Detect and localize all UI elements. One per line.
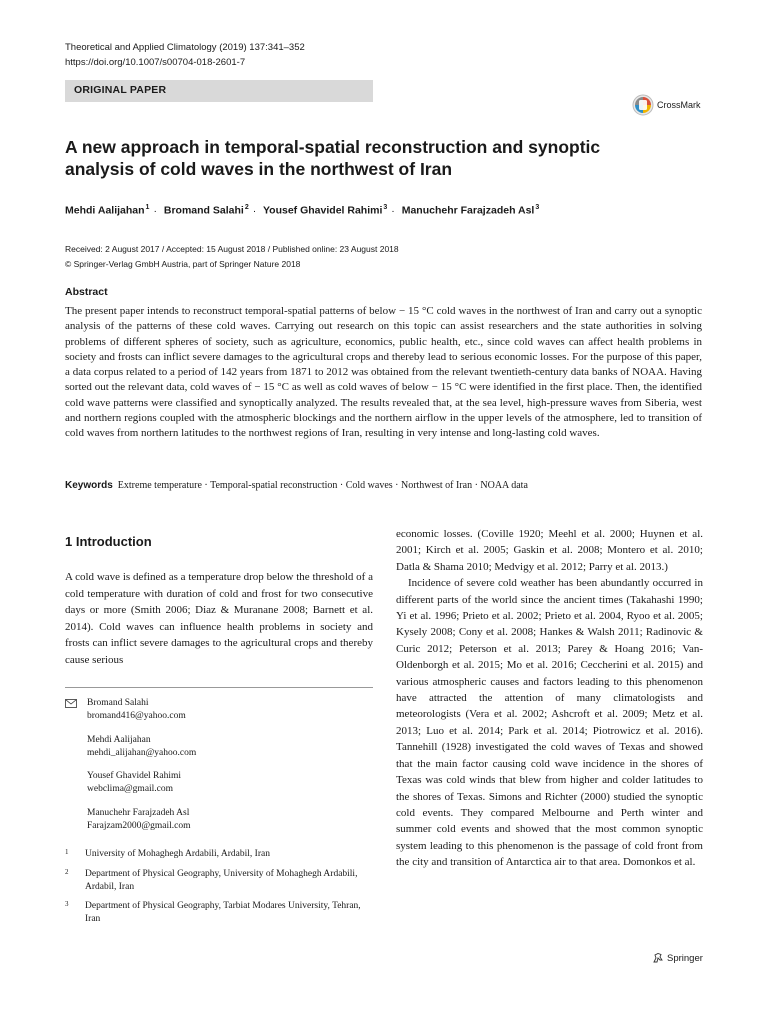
- author-affil-ref: 2: [244, 204, 249, 211]
- article-type-label: ORIGINAL PAPER: [74, 84, 167, 96]
- abstract-text: The present paper intends to reconstruct temporal-spatial patterns of below − 15 °C cold waves in the northwest of Iran and carry out a synoptic analysis of the patterns of these cold waves. Carrying out research on this topic can assist researchers and the state authorities in solving problems of different spheres of society, such as agriculture, economics, public health, etc., since cold waves can affect health problems in society and frosts can inflict severe damages to the agricultural crops and thereby lead to serious economic losses. For the purpose of this paper, a data corpus related to a period of 142 years from 1871 to 2012 was obtained from the relevant twentieth-century data banks of NOAA. Having sorted out the relevant data, cold waves of − 15 °C as well as cold waves of below − 15 °C were identified in the first place. Then, the identified cold wave patterns were classified and synoptically analyzed. The results revealed that, at the sea level, high-pressure waves from Siberia, west and northern regions coupled with the atmospheric blockings and the northern airflow in the upper levels of the atmosphere, led to transition of cold waves from northern latitudes to the northwest regions of Iran, resulting in very intense and long-lasting cold waves.: [65, 305, 702, 440]
- author-affil-ref: 3: [535, 204, 540, 211]
- paper-title: A new approach in temporal-spatial reconstruction and synoptic analysis of cold waves in the northwest of Iran: [65, 137, 601, 179]
- abstract-heading: Abstract: [65, 286, 108, 298]
- affiliation-text: University of Mohaghegh Ardabili, Ardabil, Iran: [85, 849, 270, 859]
- contact-list: [65, 697, 196, 843]
- publisher-name: Springer: [667, 952, 703, 964]
- contact-email[interactable]: mehdi_alijahan@yahoo.com: [87, 747, 197, 758]
- keywords-label: Keywords: [65, 480, 113, 491]
- doi-link[interactable]: https://doi.org/10.1007/s00704-018-2601-7: [65, 57, 246, 68]
- contact-entry: [65, 734, 196, 761]
- contact-email[interactable]: webclima@gmail.com: [87, 784, 174, 795]
- author-separator: ·: [391, 204, 395, 217]
- affiliation-entry: [65, 848, 365, 861]
- contact-entry: [65, 697, 196, 724]
- body-paragraph: Incidence of severe cold weather has been abundantly occurred in different parts of the world since the ancient times (Takahashi 1990; Yi et al. 1996; Prieto et al. 2002; Prieto et al. 2004, Ryoo et al. 2005; Kysely 2008; Cony et al. 2008; Hankes & Walsh 2011; Radinovic & Curic 2012; Peterson et al. 2013; Parey & Hoang 2016; Van-Oldenborgh et al. 2015; Mo et al. 2016; Ceccherini et al. 2015) and various atmospheric causes and factors leading to this phenomenon have attracted the attention of many climatologists and meteorologists (Vera et al. 2002; Ashcroft et al. 2009; Metz et al. 2013; Luo et al. 2014; Park et al. 2014; Piotrowicz et al. 2016). Tannehill (1928) investigated the cold waves of Texas and showed that the main factor causing cold wave incidence in the shores of Texas was cold winds that blew from higher and colder latitudes to the shores of Texas. Simons and Richter (2000) studied the synoptic cold events. They compared Melbourne and Perth winter and summer cold events and showed that the most common synoptic system leading to this phenomenon is the passage of cold front from the city and transition of Antarctica air to that area. Domonkos et al.: [396, 577, 703, 869]
- author-separator: ·: [252, 204, 257, 217]
- affiliation-entry: [65, 868, 365, 895]
- springer-horse-icon: [652, 952, 664, 964]
- author-affil-ref: 1: [145, 204, 150, 211]
- received-dates: Received: 2 August 2017 / Accepted: 15 August 2018 / Published online: 23 August 2018: [65, 244, 399, 254]
- footnote-divider: [65, 687, 373, 688]
- journal-citation: Theoretical and Applied Climatology (2019) 137:341–352: [65, 42, 305, 53]
- author-affil-ref: 3: [383, 204, 388, 211]
- author-name: Bromand Salahi: [163, 204, 244, 217]
- affiliation-number: 3: [65, 900, 69, 908]
- contact-name: Manuchehr Farajzadeh Asl: [87, 807, 190, 818]
- crossmark-badge[interactable]: [632, 94, 701, 116]
- crossmark-label: CrossMark: [657, 100, 701, 110]
- affiliation-number: 2: [65, 868, 69, 876]
- intro-paragraph: A cold wave is defined as a temperature drop below the threshold of a cold temperature with duration of cold and frost for two consecutive days or more (Smith 2006; Diaz & Muranane 2008; Barnett et al. 2014). Cold waves can influence health problems in society and frosts can inflict severe damages to the agricultural crops and thereby cause serious: [65, 571, 373, 666]
- keywords-text: Extreme temperature · Temporal-spatial reconstruction · Cold waves · Northwest of Iran · NOAA data: [117, 480, 528, 491]
- journal-info: [65, 40, 305, 70]
- keywords: [65, 480, 528, 491]
- author-list: [65, 204, 539, 217]
- publication-dates: [65, 242, 399, 272]
- affiliation-text: Department of Physical Geography, University of Mohaghegh Ardabili, Ardabil, Iran: [85, 869, 358, 893]
- envelope-icon: [65, 699, 77, 708]
- body-paragraph: economic losses. (Coville 1920; Meehl et al. 2000; Huynen et al. 2001; Kirch et al. 2005; Gaskin et al. 2008; Montero et al. 2010; Datla & Shama 2010; Medvigy et al. 2012; Parry et al. 2013.): [396, 528, 703, 573]
- affiliation-entry: [65, 900, 365, 927]
- contact-entry: [65, 770, 196, 797]
- right-column: [396, 526, 703, 871]
- author-name: Manuchehr Farajzadeh Asl: [401, 204, 535, 217]
- contact-email[interactable]: bromand416@yahoo.com: [87, 711, 186, 722]
- crossmark-icon: [632, 94, 654, 116]
- contact-name: Bromand Salahi: [87, 698, 149, 708]
- contact-name: Yousef Ghavidel Rahimi: [87, 771, 182, 782]
- author-separator: ·: [153, 204, 157, 217]
- copyright-line: © Springer-Verlag GmbH Austria, part of Springer Nature 2018: [65, 259, 301, 269]
- section-heading: 1 Introduction: [65, 534, 152, 549]
- publisher-logo: [652, 952, 703, 964]
- contact-name: Mehdi Aalijahan: [87, 734, 151, 745]
- contact-entry: [65, 807, 196, 834]
- contact-email[interactable]: Farajzam2000@gmail.com: [87, 821, 191, 832]
- author-name: Mehdi Aalijahan: [65, 204, 145, 217]
- author-name: Yousef Ghavidel Rahimi: [262, 204, 383, 217]
- affiliation-number: 1: [65, 848, 69, 856]
- affiliation-text: Department of Physical Geography, Tarbiat Modares University, Tehran, Iran: [85, 901, 361, 925]
